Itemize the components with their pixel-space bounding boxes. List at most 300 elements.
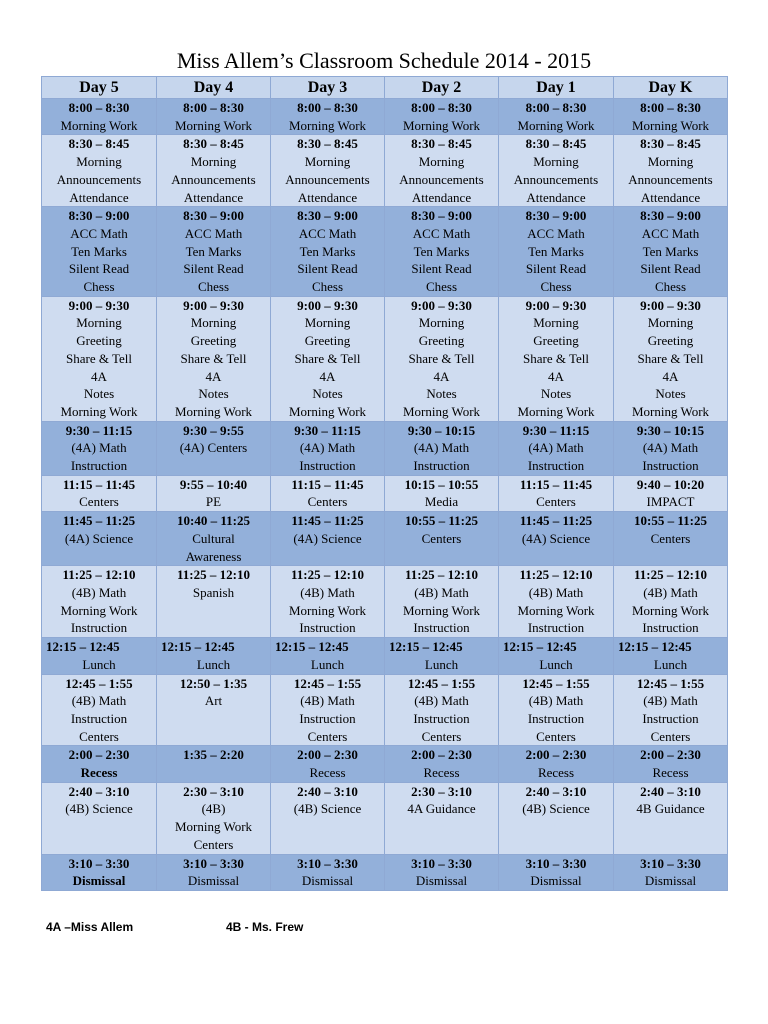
activity-label: Instruction bbox=[299, 458, 356, 474]
activity-label: Morning Work bbox=[517, 403, 595, 419]
day-header: Day 4 bbox=[157, 77, 271, 99]
activity-label: (4A) Centers bbox=[179, 440, 248, 456]
time-range: 8:00 – 8:30 bbox=[68, 100, 130, 115]
schedule-cell bbox=[157, 566, 271, 638]
time-range: 2:00 – 2:30 bbox=[68, 747, 130, 763]
activity-label: Ten Marks bbox=[299, 243, 356, 259]
activity-label: Attendance bbox=[183, 189, 244, 205]
schedule-cell bbox=[157, 746, 271, 782]
time-range: 12:15 – 12:45 bbox=[161, 639, 235, 655]
activity-label: Morning bbox=[190, 315, 237, 331]
schedule-cell bbox=[271, 638, 385, 674]
schedule-cell bbox=[499, 512, 614, 566]
schedule-row bbox=[42, 746, 728, 782]
activity-label: Morning bbox=[533, 315, 579, 331]
schedule-cell bbox=[614, 99, 728, 135]
time-range: 11:15 – 11:45 bbox=[519, 476, 593, 492]
time-range: 11:25 – 12:10 bbox=[634, 567, 707, 583]
time-range: 8:00 – 8:30 bbox=[183, 100, 244, 115]
activity-label: Announcements bbox=[56, 171, 142, 187]
activity-label: Centers bbox=[536, 494, 576, 510]
activity-label: Silent Read bbox=[411, 261, 472, 277]
activity-label: Morning Work bbox=[174, 117, 253, 133]
activity-label: Notes bbox=[655, 386, 686, 402]
activity-label: Greeting bbox=[76, 333, 122, 349]
activity-label: Centers bbox=[536, 728, 576, 744]
activity-label: Recess bbox=[80, 765, 118, 781]
time-range: 12:50 – 1:35 bbox=[179, 675, 248, 691]
activity-label: Silent Read bbox=[183, 261, 244, 277]
time-range: 1:35 – 2:20 bbox=[183, 747, 244, 763]
activity-label: (4A) Science bbox=[64, 530, 134, 546]
activity-label: (4B) Math bbox=[300, 693, 355, 709]
activity-label: Morning bbox=[533, 154, 579, 170]
time-range: 12:45 – 1:55 bbox=[65, 675, 133, 691]
schedule-row bbox=[42, 296, 728, 421]
schedule-cell bbox=[157, 638, 271, 674]
activity-label: Instruction bbox=[527, 620, 585, 636]
schedule-cell bbox=[614, 854, 728, 890]
day-header: Day 2 bbox=[385, 77, 499, 99]
activity-label: ACC Math bbox=[641, 225, 700, 241]
schedule-cell bbox=[271, 566, 385, 638]
schedule-cell bbox=[42, 782, 157, 854]
activity-label: Silent Read bbox=[68, 261, 130, 277]
activity-label: (4A) Math bbox=[413, 440, 470, 456]
activity-label: (4B) Math bbox=[71, 584, 127, 600]
schedule-row bbox=[42, 512, 728, 566]
time-range: 2:00 – 2:30 bbox=[525, 747, 587, 763]
schedule-cell bbox=[385, 566, 499, 638]
time-range: 11:25 – 12:10 bbox=[177, 567, 250, 583]
time-range: 2:30 – 3:10 bbox=[411, 783, 472, 799]
time-range: 2:00 – 2:30 bbox=[640, 747, 701, 763]
time-range: 3:10 – 3:30 bbox=[411, 855, 472, 871]
schedule-cell bbox=[157, 99, 271, 135]
activity-label: 4A bbox=[548, 368, 564, 384]
activity-label: Morning Work bbox=[288, 403, 367, 419]
activity-label: Instruction bbox=[642, 620, 699, 636]
activity-label: Greeting bbox=[304, 333, 351, 349]
time-range: 11:45 – 11:25 bbox=[62, 513, 136, 529]
activity-label: Morning Work bbox=[60, 602, 138, 618]
schedule-row bbox=[42, 674, 728, 746]
schedule-cell bbox=[157, 782, 271, 854]
activity-label: Recess bbox=[309, 765, 346, 781]
schedule-cell bbox=[385, 512, 499, 566]
schedule-cell bbox=[42, 512, 157, 566]
time-range: 8:30 – 8:45 bbox=[640, 136, 701, 152]
activity-label: 4A bbox=[662, 368, 679, 384]
activity-label: Greeting bbox=[418, 333, 465, 349]
activity-label: Morning Work bbox=[517, 602, 595, 618]
time-range: 8:00 – 8:30 bbox=[640, 100, 701, 115]
schedule-cell bbox=[42, 638, 157, 674]
schedule-cell bbox=[499, 638, 614, 674]
schedule-table bbox=[41, 76, 728, 891]
schedule-cell bbox=[271, 421, 385, 475]
schedule-cell bbox=[157, 135, 271, 207]
activity-label: Announcements bbox=[628, 171, 713, 187]
time-range: 12:15 – 12:45 bbox=[46, 639, 120, 655]
activity-label: Morning Work bbox=[288, 602, 367, 618]
schedule-cell bbox=[42, 207, 157, 297]
schedule-cell bbox=[499, 99, 614, 135]
activity-label: (4B) Science bbox=[293, 801, 362, 817]
activity-label: Announcements bbox=[285, 171, 370, 187]
schedule-cell bbox=[271, 135, 385, 207]
activity-label: Instruction bbox=[70, 710, 128, 726]
time-range: 12:45 – 1:55 bbox=[522, 675, 590, 691]
time-range: 8:30 – 8:45 bbox=[68, 136, 130, 152]
activity-label: 4A bbox=[319, 368, 336, 384]
schedule-cell bbox=[271, 512, 385, 566]
time-range: 8:00 – 8:30 bbox=[525, 100, 587, 115]
time-range: 9:00 – 9:30 bbox=[525, 297, 587, 313]
activity-label: (4B) Math bbox=[414, 584, 469, 600]
activity-label: Morning Work bbox=[402, 403, 481, 419]
schedule-cell bbox=[614, 296, 728, 421]
header-row bbox=[42, 77, 728, 99]
schedule-cell bbox=[42, 421, 157, 475]
schedule-cell bbox=[157, 674, 271, 746]
time-range: 3:10 – 3:30 bbox=[68, 855, 130, 871]
activity-label: 4A bbox=[205, 368, 222, 384]
time-range: 2:40 – 3:10 bbox=[297, 783, 358, 799]
activity-label: Greeting bbox=[190, 333, 237, 349]
schedule-row bbox=[42, 207, 728, 297]
schedule-cell bbox=[42, 674, 157, 746]
schedule-cell bbox=[614, 566, 728, 638]
time-range: 3:10 – 3:30 bbox=[525, 855, 587, 871]
schedule-cell bbox=[385, 746, 499, 782]
time-range: 12:15 – 12:45 bbox=[618, 639, 692, 655]
schedule-cell bbox=[614, 674, 728, 746]
time-range: 10:55 – 11:25 bbox=[634, 513, 707, 529]
schedule-row bbox=[42, 421, 728, 475]
activity-label: (4B) Science bbox=[65, 801, 133, 817]
activity-label: Recess bbox=[537, 765, 575, 781]
activity-label: Share & Tell bbox=[294, 350, 361, 366]
time-range: 3:10 – 3:30 bbox=[640, 855, 701, 871]
time-range: 2:00 – 2:30 bbox=[297, 747, 358, 763]
schedule-cell bbox=[271, 674, 385, 746]
activity-label: Centers bbox=[79, 728, 119, 744]
activity-label: IMPACT bbox=[646, 494, 695, 510]
activity-label: Greeting bbox=[647, 333, 694, 349]
activity-label: Media bbox=[424, 494, 459, 510]
activity-label: Instruction bbox=[527, 458, 585, 474]
time-range: 12:15 – 12:45 bbox=[389, 639, 463, 655]
time-range: 2:00 – 2:30 bbox=[411, 747, 472, 763]
time-range: 11:15 – 11:45 bbox=[291, 476, 364, 492]
activity-label: 4B Guidance bbox=[636, 801, 705, 817]
activity-label: (4B) Math bbox=[71, 693, 127, 709]
time-range: 2:30 – 3:10 bbox=[183, 783, 244, 799]
activity-label: Ten Marks bbox=[185, 243, 242, 259]
activity-label: Morning Work bbox=[631, 117, 710, 133]
activity-label: Lunch bbox=[424, 656, 459, 672]
schedule-cell bbox=[614, 475, 728, 511]
activity-label: (4B) Math bbox=[643, 693, 698, 709]
activity-label: Dismissal bbox=[187, 873, 240, 889]
activity-label: Morning Work bbox=[60, 403, 138, 419]
schedule-cell bbox=[385, 296, 499, 421]
schedule-cell bbox=[385, 638, 499, 674]
activity-label: Morning Work bbox=[631, 403, 710, 419]
schedule-cell bbox=[499, 674, 614, 746]
time-range: 8:30 – 8:45 bbox=[183, 136, 244, 152]
activity-label: Silent Read bbox=[297, 261, 358, 277]
activity-label: Attendance bbox=[526, 189, 586, 205]
activity-label: Share & Tell bbox=[522, 350, 589, 366]
day-header: Day 3 bbox=[271, 77, 385, 99]
activity-label: Share & Tell bbox=[637, 350, 704, 366]
time-range: 11:45 – 11:25 bbox=[519, 513, 593, 529]
schedule-body bbox=[42, 99, 728, 891]
activity-label: Announcements bbox=[399, 171, 484, 187]
activity-label: Instruction bbox=[299, 620, 356, 636]
schedule-cell bbox=[385, 674, 499, 746]
schedule-cell bbox=[499, 421, 614, 475]
time-range: 8:30 – 9:00 bbox=[68, 208, 130, 224]
activity-label: Morning Work bbox=[631, 602, 710, 618]
schedule-cell bbox=[157, 854, 271, 890]
activity-label: Chess bbox=[425, 279, 458, 295]
activity-label: (4B) Math bbox=[414, 693, 469, 709]
schedule-cell bbox=[42, 296, 157, 421]
activity-label: Centers bbox=[650, 728, 691, 744]
activity-label: Ten Marks bbox=[413, 243, 470, 259]
activity-label: Ten Marks bbox=[528, 243, 584, 259]
time-range: 8:30 – 8:45 bbox=[411, 136, 472, 152]
time-range: 10:15 – 10:55 bbox=[404, 476, 479, 492]
activity-label: Instruction bbox=[642, 458, 699, 474]
activity-label: Notes bbox=[83, 386, 115, 402]
activity-label: Notes bbox=[540, 386, 572, 402]
schedule-cell bbox=[42, 135, 157, 207]
activity-label: Silent Read bbox=[640, 261, 701, 277]
activity-label: Lunch bbox=[539, 656, 573, 672]
activity-label: Chess bbox=[540, 279, 572, 295]
activity-label: Morning Work bbox=[174, 403, 253, 419]
time-range: 9:00 – 9:30 bbox=[68, 297, 130, 313]
activity-label: (4A) Math bbox=[299, 440, 356, 456]
activity-label: Instruction bbox=[413, 620, 470, 636]
activity-label: PE bbox=[205, 494, 222, 510]
time-range: 12:45 – 1:55 bbox=[293, 675, 362, 691]
time-range: 8:30 – 8:45 bbox=[297, 136, 358, 152]
activity-label: Centers bbox=[307, 728, 348, 744]
activity-label: Share & Tell bbox=[408, 350, 475, 366]
activity-label: Dismissal bbox=[301, 873, 354, 889]
schedule-cell bbox=[385, 782, 499, 854]
activity-label: Dismissal bbox=[72, 873, 126, 889]
time-range: 2:40 – 3:10 bbox=[640, 783, 701, 799]
activity-label: Morning bbox=[647, 154, 694, 170]
activity-label: Notes bbox=[312, 386, 343, 402]
schedule-cell bbox=[42, 475, 157, 511]
time-range: 9:00 – 9:30 bbox=[640, 297, 701, 313]
time-range: 9:00 – 9:30 bbox=[411, 297, 472, 313]
activity-label: Art bbox=[204, 693, 223, 709]
activity-label: Instruction bbox=[70, 458, 128, 474]
activity-label: Morning Work bbox=[60, 117, 138, 133]
schedule-cell bbox=[271, 782, 385, 854]
schedule-cell bbox=[157, 512, 271, 566]
activity-label: Chess bbox=[654, 279, 687, 295]
activity-label: Ten Marks bbox=[71, 243, 127, 259]
schedule-cell bbox=[614, 638, 728, 674]
activity-label: Morning bbox=[418, 154, 465, 170]
time-range: 8:00 – 8:30 bbox=[297, 100, 358, 115]
time-range: 9:55 – 10:40 bbox=[179, 476, 248, 492]
schedule-row bbox=[42, 854, 728, 890]
time-range: 8:30 – 9:00 bbox=[411, 208, 472, 224]
activity-label: (4B) Math bbox=[528, 584, 584, 600]
schedule-cell bbox=[499, 746, 614, 782]
schedule-cell bbox=[499, 207, 614, 297]
activity-label: Notes bbox=[426, 386, 457, 402]
activity-label: Announcements bbox=[513, 171, 599, 187]
activity-label: Instruction bbox=[70, 620, 128, 636]
schedule-cell bbox=[157, 296, 271, 421]
schedule-row bbox=[42, 99, 728, 135]
activity-label: Centers bbox=[421, 728, 462, 744]
time-range: 9:30 – 11:15 bbox=[294, 422, 361, 438]
schedule-cell bbox=[271, 296, 385, 421]
time-range: 8:30 – 9:00 bbox=[183, 208, 244, 224]
schedule-cell bbox=[385, 854, 499, 890]
activity-label: Share & Tell bbox=[65, 350, 132, 366]
activity-label: ACC Math bbox=[412, 225, 471, 241]
schedule-cell bbox=[157, 207, 271, 297]
schedule-cell bbox=[614, 421, 728, 475]
activity-label: Share & Tell bbox=[180, 350, 247, 366]
activity-label: (4B) Math bbox=[300, 584, 355, 600]
activity-label: Notes bbox=[198, 386, 229, 402]
time-range: 12:45 – 1:55 bbox=[636, 675, 705, 691]
activity-label: Lunch bbox=[653, 656, 688, 672]
time-range: 8:30 – 9:00 bbox=[640, 208, 701, 224]
activity-label: Morning bbox=[304, 315, 351, 331]
time-range: 3:10 – 3:30 bbox=[297, 855, 358, 871]
schedule-cell bbox=[385, 99, 499, 135]
time-range: 8:00 – 8:30 bbox=[411, 100, 472, 115]
time-range: 3:10 – 3:30 bbox=[183, 855, 244, 871]
schedule-cell bbox=[385, 135, 499, 207]
time-range: 8:30 – 8:45 bbox=[525, 136, 587, 152]
day-header: Day 5 bbox=[42, 77, 157, 99]
schedule-cell bbox=[614, 207, 728, 297]
time-range: 11:25 – 12:10 bbox=[62, 567, 136, 583]
day-header: Day 1 bbox=[499, 77, 614, 99]
activity-label: Centers bbox=[650, 530, 691, 546]
time-range: 9:40 – 10:20 bbox=[636, 476, 705, 492]
activity-label: Recess bbox=[652, 765, 689, 781]
schedule-cell bbox=[271, 99, 385, 135]
activity-label: (4B) bbox=[201, 801, 226, 817]
activity-label: Instruction bbox=[527, 710, 585, 726]
time-range: 8:30 – 9:00 bbox=[525, 208, 587, 224]
schedule-row bbox=[42, 638, 728, 674]
activity-label: Recess bbox=[423, 765, 460, 781]
activity-label: Cultural bbox=[192, 530, 235, 546]
activity-label: ACC Math bbox=[184, 225, 243, 241]
activity-label: Lunch bbox=[82, 656, 116, 672]
schedule-cell bbox=[614, 135, 728, 207]
activity-label: Morning bbox=[190, 154, 237, 170]
schedule-cell bbox=[499, 566, 614, 638]
activity-label: Lunch bbox=[310, 656, 345, 672]
activity-label: Centers bbox=[307, 494, 348, 510]
activity-label: ACC Math bbox=[527, 225, 585, 241]
time-range: 2:40 – 3:10 bbox=[525, 783, 587, 799]
schedule-cell bbox=[499, 782, 614, 854]
activity-label: Chess bbox=[83, 279, 115, 295]
time-range: 9:30 – 11:15 bbox=[522, 422, 590, 438]
time-range: 12:15 – 12:45 bbox=[503, 639, 577, 655]
activity-label: Centers bbox=[79, 494, 119, 510]
activity-label: 4A bbox=[91, 368, 107, 384]
activity-label: Instruction bbox=[299, 710, 356, 726]
activity-label: (4A) Math bbox=[642, 440, 699, 456]
activity-label: Morning Work bbox=[402, 602, 481, 618]
schedule-cell bbox=[42, 854, 157, 890]
schedule-cell bbox=[42, 566, 157, 638]
time-range: 11:25 – 12:10 bbox=[291, 567, 364, 583]
schedule-cell bbox=[42, 99, 157, 135]
schedule-row bbox=[42, 475, 728, 511]
activity-label: Dismissal bbox=[415, 873, 468, 889]
schedule-cell bbox=[42, 746, 157, 782]
time-range: 9:00 – 9:30 bbox=[297, 297, 358, 313]
time-range: 9:30 – 10:15 bbox=[636, 422, 705, 438]
activity-label: Morning Work bbox=[288, 117, 367, 133]
activity-label: Morning bbox=[76, 154, 122, 170]
activity-label: Centers bbox=[193, 836, 234, 852]
activity-label: Morning bbox=[76, 315, 122, 331]
activity-label: Awareness bbox=[185, 548, 242, 564]
activity-label: ACC Math bbox=[298, 225, 357, 241]
schedule-cell bbox=[271, 746, 385, 782]
time-range: 9:00 – 9:30 bbox=[183, 297, 244, 313]
activity-label: ACC Math bbox=[70, 225, 128, 241]
activity-label: Dismissal bbox=[644, 873, 697, 889]
activity-label: 4A Guidance bbox=[407, 801, 476, 817]
activity-label: Instruction bbox=[413, 710, 470, 726]
activity-label: (4A) Math bbox=[71, 440, 127, 456]
activity-label: Lunch bbox=[196, 656, 231, 672]
schedule-row bbox=[42, 782, 728, 854]
schedule-cell bbox=[499, 135, 614, 207]
time-range: 9:30 – 11:15 bbox=[65, 422, 133, 438]
activity-label: Morning bbox=[647, 315, 694, 331]
activity-label: 4A bbox=[433, 368, 450, 384]
activity-label: (4A) Math bbox=[528, 440, 584, 456]
schedule-cell bbox=[157, 475, 271, 511]
activity-label: Attendance bbox=[69, 189, 129, 205]
activity-label: Morning bbox=[304, 154, 351, 170]
activity-label: Ten Marks bbox=[642, 243, 699, 259]
activity-label: Chess bbox=[197, 279, 230, 295]
activity-label: Morning bbox=[418, 315, 465, 331]
activity-label: (4B) Math bbox=[643, 584, 698, 600]
schedule-cell bbox=[385, 475, 499, 511]
activity-label: Morning Work bbox=[174, 819, 253, 835]
activity-label: Morning Work bbox=[517, 117, 595, 133]
activity-label: Chess bbox=[311, 279, 344, 295]
